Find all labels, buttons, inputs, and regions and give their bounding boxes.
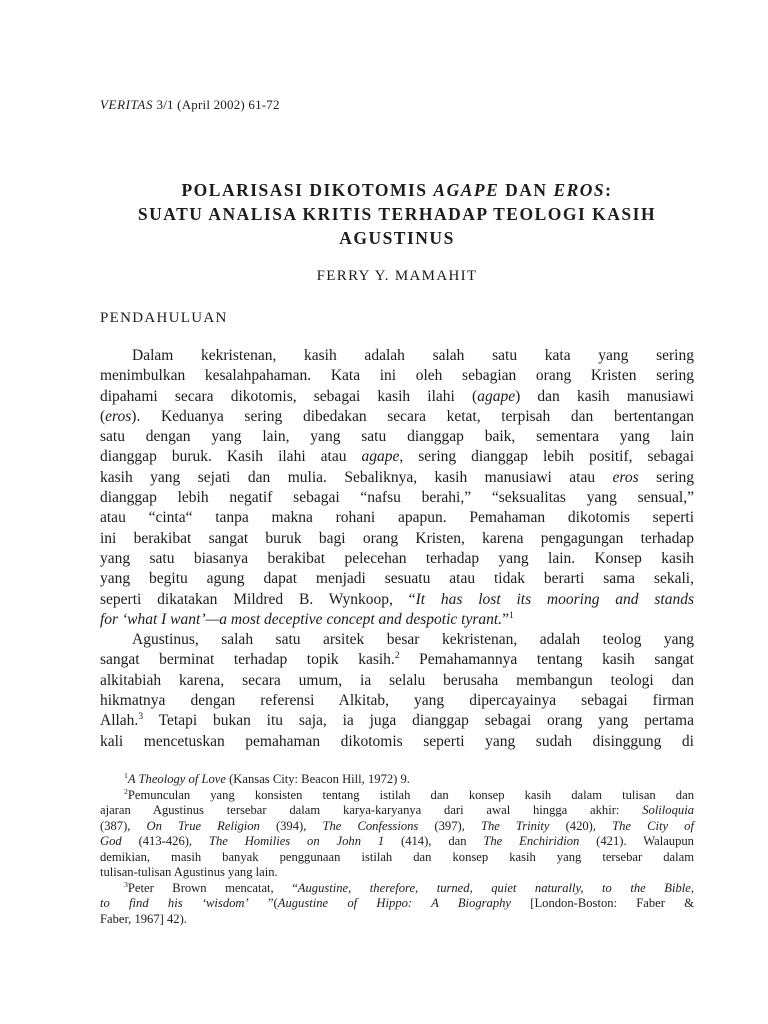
body-line: seperti dikatakan Mildred B. Wynkoop, “It has lost its mooring and stands: [100, 590, 694, 608]
body-line: menimbulkan kesalahpahaman. Kata ini oleh sebagian orang Kristen sering: [100, 367, 694, 385]
body-line: atau “cinta“ tanpa makna rohani apapun. Pemahaman dikotomis seperti: [100, 509, 694, 527]
body-text: [100, 346, 694, 752]
journal-reference: [100, 97, 280, 113]
article-title: [100, 178, 694, 250]
footnotes: [100, 772, 694, 927]
footnote-3: $^3$Peter Brown mencatat, “Augustine, therefore, turned, quiet naturally, to the Bible,: [124, 879, 694, 895]
footnote-line: God (413-426), The Homilies on John 1 (414), dan The Enchiridion (421). Walaupun: [100, 834, 694, 848]
title-line-1: [100, 178, 694, 202]
document-page: [100, 0, 694, 1024]
body-line: alkitabiah karena, secara umum, ia selalu berusaha membangun teologi dan: [100, 671, 694, 689]
author-name: FERRY Y. MAMAHIT: [316, 268, 478, 284]
footnote-2: $^2$Pemunculan yang konsisten tentang istilah dan konsep kasih dalam tulisan dan: [124, 786, 694, 802]
body-line: satu dengan yang lain, yang satu dianggap baik, sementara yang lain: [100, 428, 694, 446]
footnote-ref: 1: [508, 609, 514, 621]
title-term-agape: AGAPE: [433, 180, 500, 200]
body-line: (eros). Keduanya sering dibedakan secara ketat, terpisah dan bertentangan: [100, 407, 694, 425]
footnote-line: to find his ‘wisdom’ ”(Augustine of Hippo: A Biography [London-Boston: Faber &: [100, 896, 695, 910]
footnote-line: Faber, 1967] 42).: [100, 911, 187, 926]
body-line: Allah.$^3$ Tetapi bukan itu saja, ia juga dianggap sebagai orang yang pertama: [100, 711, 694, 730]
footnote-line: (387), On True Religion (394), The Confessions (397), The Trinity (420), The City of: [100, 818, 694, 833]
footnote-line: ajaran Agustinus tersebar dalam karya-karyanya dari awal hingga akhir: Soliloquia: [100, 803, 694, 817]
body-line: ini berakibat sangat buruk bagi orang Kristen, karena pengagungan terhadap: [100, 529, 694, 547]
body-line: dianggap buruk. Kasih ilahi atau agape, sering dianggap lebih positif, sebagai: [100, 448, 694, 466]
body-line: dianggap lebih negatif sebagai “nafsu berahi,” “seksualitas yang sensual,”: [100, 489, 694, 507]
body-line: kasih yang sejati dan mulia. Sebaliknya, kasih manusiawi atau eros sering: [100, 468, 694, 486]
body-line: sangat berminat terhadap topik kasih.$^2$ Pemahamannya tentang kasih sangat: [100, 650, 694, 669]
journal-issue: 3/1 (April 2002) 61-72: [156, 97, 280, 112]
title-text: POLARISASI DIKOTOMIS: [181, 180, 434, 200]
body-line: Agustinus, salah satu arsitek besar kekristenan, adalah teolog yang: [132, 631, 694, 649]
body-line: for ‘what I want’—a most deceptive concept and despotic tyrant.”$^1$: [100, 609, 514, 628]
footnote-line: demikian, masih banyak penggunaan istilah dan konsep kasih yang tersebar dalam: [100, 849, 694, 864]
section-heading: PENDAHULUAN: [100, 310, 228, 326]
journal-name: VERITAS: [100, 97, 154, 112]
title-line-3: AGUSTINUS: [339, 228, 455, 248]
title-line-2: SUATU ANALISA KRITIS TERHADAP TEOLOGI KASIH: [137, 204, 657, 224]
footnote-ref: 3: [138, 711, 144, 723]
footnote-1: $^1$A Theology of Love (Kansas City: Beacon Hill, 1972) 9.: [124, 770, 410, 786]
body-line: Dalam kekristenan, kasih adalah salah satu kata yang sering: [132, 347, 694, 364]
body-line: yang satu biasanya berakibat pelecehan terhadap yang lain. Konsep kasih: [100, 549, 694, 567]
title-text: DAN: [499, 180, 554, 200]
title-term-eros: EROS: [553, 180, 606, 200]
body-line: hikmatnya dengan referensi Alkitab, yang dipercayainya sebagai firman: [100, 692, 694, 710]
footnote-line: tulisan-tulisan Agustinus yang lain.: [100, 865, 278, 879]
body-line: yang begitu agung dapat menjadi sesuatu atau tidak berarti sama sekali,: [100, 570, 694, 588]
title-text: :: [605, 180, 613, 200]
body-line: kali mencetuskan pemahaman dikotomis seperti yang sudah disinggung di: [100, 732, 694, 750]
body-line: dipahami secara dikotomis, sebagai kasih ilahi (agape) dan kasih manusiawi: [100, 387, 694, 405]
footnote-ref: 2: [394, 650, 400, 662]
